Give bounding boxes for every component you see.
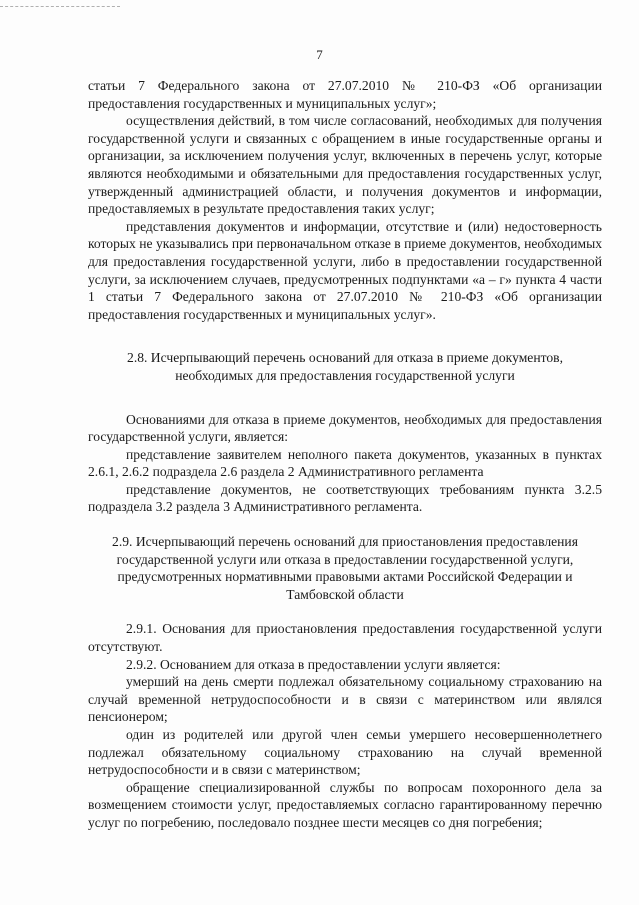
paragraph: обращение специализированной службы по вопросам похоронного дела за возмещением стоимости услуг, предоставляемых согласно гарантированному перечню услуг по погребению, последовало позднее шести месяцев со дня погребения; <box>88 779 602 830</box>
paragraph: 2.9.1. Основания для приостановления предоставления государственной услуги отсутствуют. <box>88 621 602 655</box>
section-spacer <box>88 323 602 349</box>
paragraph: представление документов, не соответствующих требованиям пункта 3.2.5 подраздела 3.2 раздела 3 Административного регламента. <box>88 481 602 515</box>
page-number: 7 <box>316 47 323 62</box>
paragraph: 2.9.2. Основанием для отказа в предоставлении услуги является: <box>126 656 501 672</box>
scan-artifact-line <box>0 6 120 7</box>
paragraph: один из родителей или другой член семьи умершего несовершеннолетнего подлежал обязательному социальному страхованию на случай временной нетрудоспособности и в связи с материнством; <box>88 727 602 778</box>
paragraph: осуществления действий, в том числе согласований, необходимых для получения государственной услуги и связанных с обращением в иные государственные органы и организации, за исключением получения услуг, включенных в перечень услуг, которые являются необходимыми и обязательными для предоставления государственных услуг, утвержденный администрацией области, и получения документов и информации, предоставляемых в результате предоставления таких услуг; <box>88 113 602 217</box>
section-spacer <box>88 603 602 620</box>
document-body <box>88 77 602 832</box>
section-spacer <box>88 385 602 411</box>
paragraph: умерший на день смерти подлежал обязательному социальному страхованию на случай временной нетрудоспособности и в связи с материнством или являлся пенсионером; <box>88 674 602 725</box>
paragraph: представление заявителем неполного пакета документов, указанных в пунктах 2.6.1, 2.6.2 подраздела 2.6 раздела 2 Административного регламента <box>88 446 602 480</box>
paragraph: статьи 7 Федерального закона от 27.07.2010 № 210-ФЗ «Об организации предоставления государственных и муниципальных услуг»; <box>88 78 602 111</box>
paragraph: Основаниями для отказа в приеме документов, необходимых для предоставления государственной услуги, является: <box>88 411 602 445</box>
section-heading: 2.8. Исчерпывающий перечень оснований для отказа в приеме документов, необходимых для предоставления государственной услуги <box>127 350 563 383</box>
section-heading: 2.9. Исчерпывающий перечень оснований для приостановления предоставления государственной услуги или отказа в предоставлении государственной услуги, предусмотренных нормативными правовыми актами Российской Федерации и Тамбовской области <box>112 534 578 602</box>
section-spacer <box>88 516 602 533</box>
paragraph: представления документов и информации, отсутствие и (или) недостоверность которых не указывались при первоначальном отказе в приеме документов, необходимых для предоставления государственной услуги, либо в предоставлении государственной услуги, за исключением случаев, предусмотренных подпунктами «а – г» пункта 4 части 1 статьи 7 Федерального закона от 27.07.2010 № 210-ФЗ «Об организации предоставления государственных и муниципальных услуг». <box>88 218 602 322</box>
